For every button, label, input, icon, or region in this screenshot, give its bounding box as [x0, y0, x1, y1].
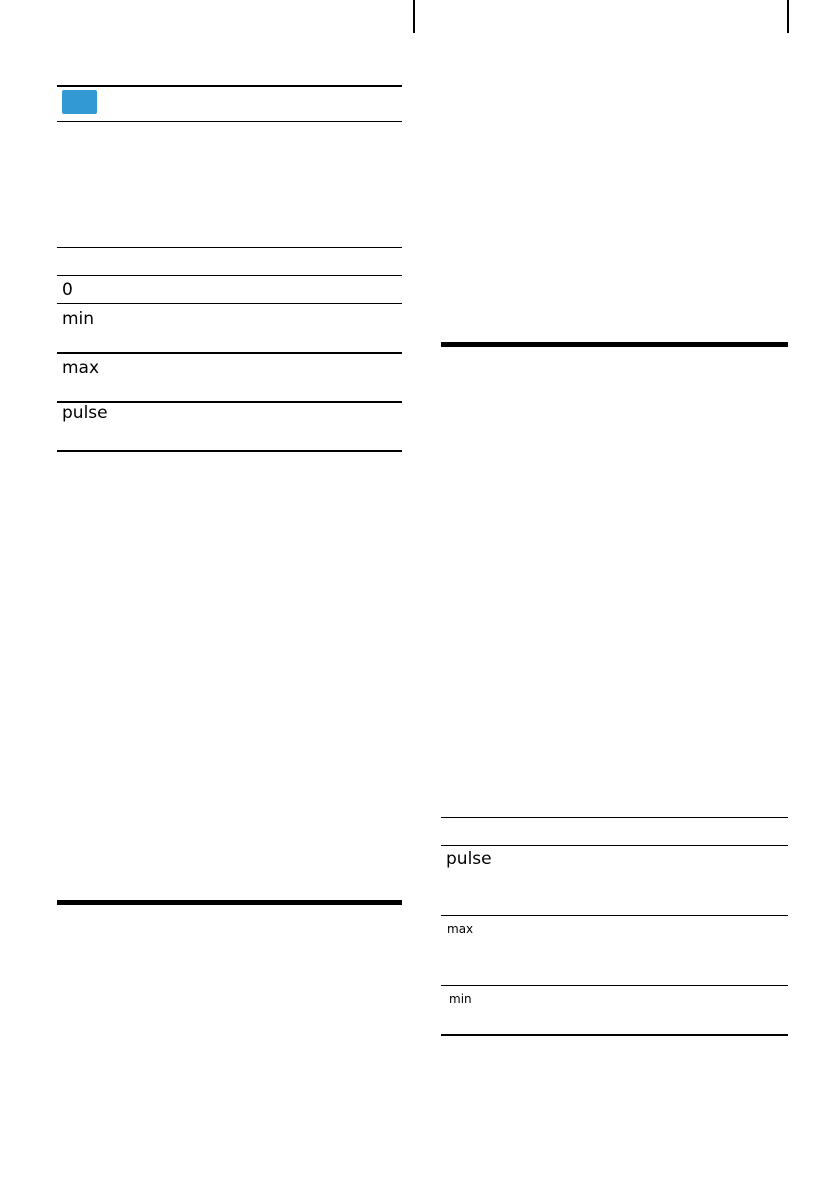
crop-mark-left [413, 0, 415, 33]
note-top-rule [57, 85, 402, 87]
note-bottom-rule [57, 121, 402, 122]
setting-label: max [62, 358, 100, 378]
setting-label: 0 [62, 280, 73, 300]
row-rule [57, 352, 402, 354]
setting-label: min [62, 309, 95, 329]
table-header-rule [57, 247, 402, 248]
section-heading-rule [441, 342, 788, 347]
setting-label: min [449, 992, 472, 1006]
table-header-bottom-rule [57, 275, 402, 276]
setting-label: pulse [62, 403, 108, 423]
setting-label: max [447, 922, 474, 936]
table-header-bottom-rule [441, 845, 788, 846]
section-heading-rule [57, 900, 402, 905]
table-bottom-rule [57, 450, 402, 452]
row-rule [441, 915, 788, 916]
row-rule [441, 985, 788, 986]
table-bottom-rule [441, 1034, 788, 1036]
table-header-rule [441, 817, 788, 818]
setting-label: pulse [446, 849, 492, 869]
note-square-icon [62, 90, 97, 114]
crop-mark-right [787, 0, 789, 33]
row-rule [57, 303, 402, 304]
row-rule [57, 401, 402, 403]
